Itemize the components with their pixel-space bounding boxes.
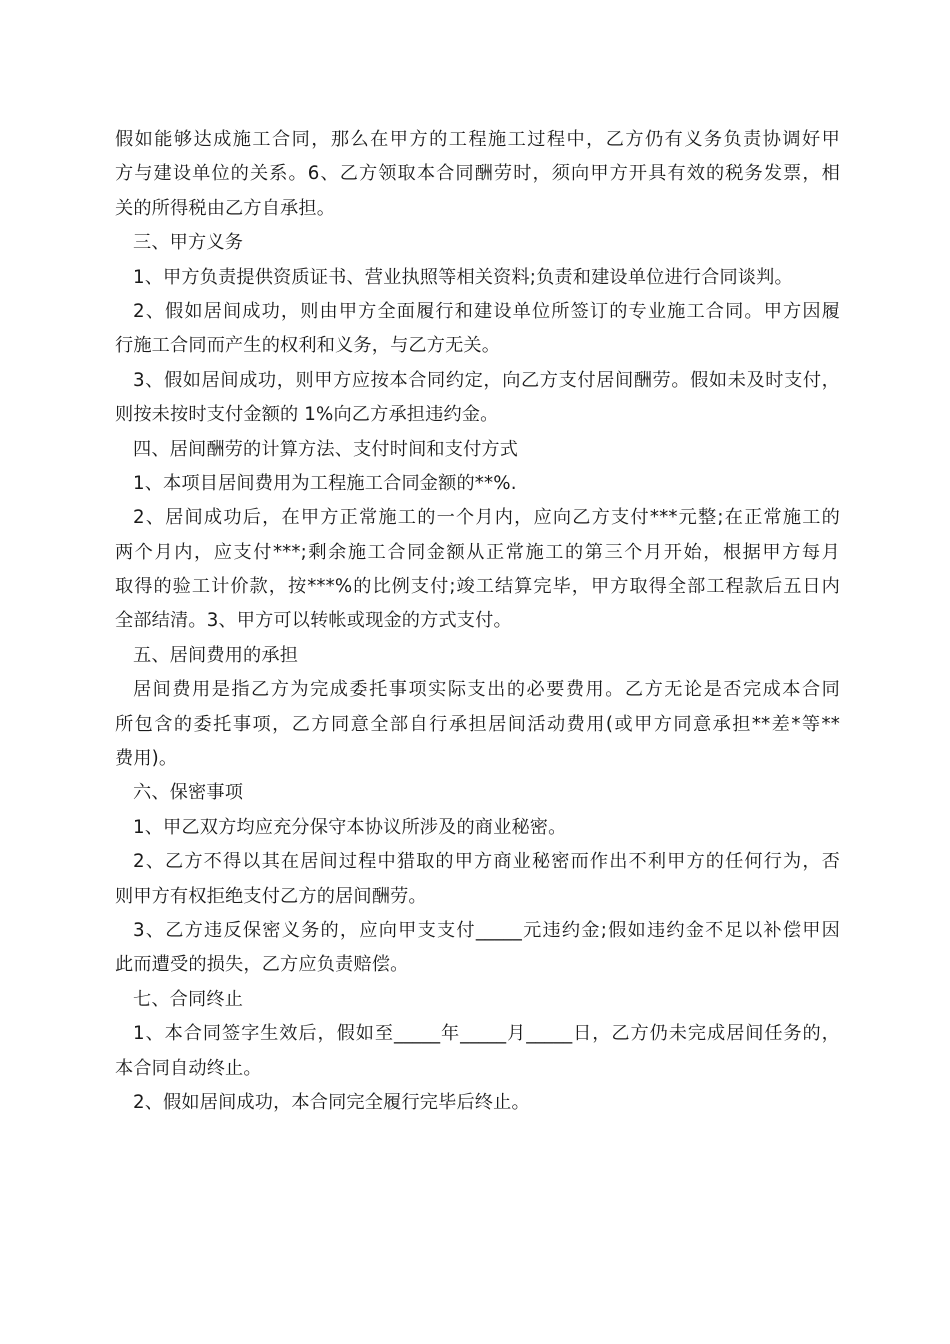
text-line: 本合同自动终止。 [115, 1057, 262, 1079]
text-line: 2、乙方不得以其在居间过程中猎取的甲方商业秘密而作出不利甲方的任何行为，否 [133, 851, 840, 873]
text-line: 2、假如居间成功，则由甲方全面履行和建设单位所签订的专业施工合同。甲方因履 [133, 300, 840, 322]
text-line: 居间费用是指乙方为完成委托事项实际支出的必要费用。乙方无论是否完成本合同 [133, 679, 840, 701]
text-line: 1、甲方负责提供资质证书、营业执照等相关资料;负责和建设单位进行合同谈判。 [133, 266, 793, 288]
text-line: 取得的验工计价款，按***%的比例支付;竣工结算完毕，甲方取得全部工程款后五日内 [115, 576, 840, 598]
text-line: 假如能够达成施工合同，那么在甲方的工程施工过程中，乙方仍有义务负责协调好甲 [115, 129, 840, 150]
text-line: 3、乙方违反保密义务的，应向甲支支付_____元违约金;假如违约金不足以补偿甲因 [133, 919, 840, 941]
text-line: 行施工合同而产生的权利和义务，与乙方无关。 [115, 335, 501, 357]
text-line: 六、保密事项 [133, 782, 244, 804]
document-body [115, 123, 840, 1120]
text-line: 所包含的委托事项，乙方同意全部自行承担居间活动费用(或甲方同意承担**差*等** [115, 713, 840, 735]
text-line: 五、居间费用的承担 [133, 644, 299, 666]
text-line: 关的所得税由乙方自承担。 [115, 197, 336, 219]
text-line: 则甲方有权拒绝支付乙方的居间酬劳。 [115, 885, 427, 907]
text-line: 1、本项目居间费用为工程施工合同金额的**%. [133, 472, 517, 494]
text-line: 此而遭受的损失，乙方应负责赔偿。 [115, 954, 409, 976]
text-line: 3、假如居间成功，则甲方应按本合同约定，向乙方支付居间酬劳。假如未及时支付， [133, 369, 840, 391]
text-line: 1、本合同签字生效后，假如至_____年_____月_____日，乙方仍未完成居间任务的， [133, 1023, 840, 1045]
text-line: 2、居间成功后，在甲方正常施工的一个月内，应向乙方支付***元整;在正常施工的 [133, 507, 840, 529]
text-line: 方与建设单位的关系。6、乙方领取本合同酬劳时，须向甲方开具有效的税务发票，相 [115, 163, 840, 185]
text-line: 全部结清。3、甲方可以转帐或现金的方式支付。 [115, 610, 512, 632]
text-line: 费用)。 [115, 748, 178, 770]
text-line: 则按未按时支付金额的 1%向乙方承担违约金。 [115, 404, 499, 426]
text-line: 两个月内，应支付***;剩余施工合同金额从正常施工的第三个月开始，根据甲方每月 [115, 541, 840, 563]
text-line: 三、甲方义务 [133, 232, 244, 254]
text-line: 四、居间酬劳的计算方法、支付时间和支付方式 [133, 438, 519, 460]
text-line: 七、合同终止 [133, 988, 244, 1010]
text-line: 1、甲乙双方均应充分保守本协议所涉及的商业秘密。 [133, 816, 567, 838]
text-line: 2、假如居间成功，本合同完全履行完毕后终止。 [133, 1091, 530, 1113]
